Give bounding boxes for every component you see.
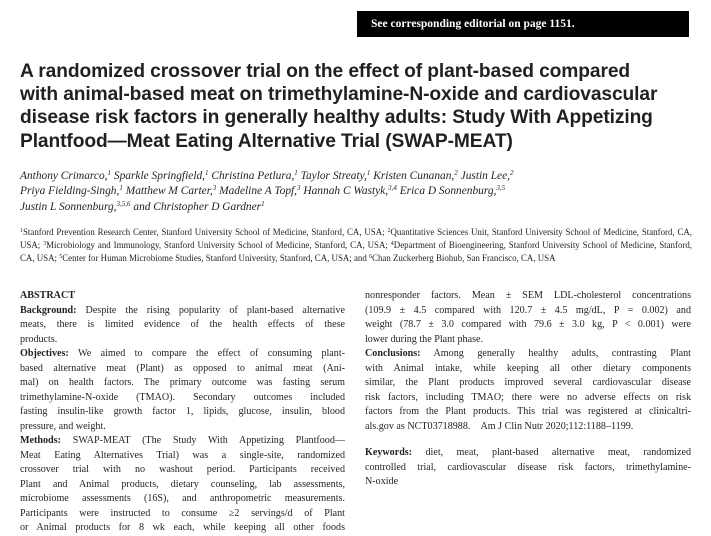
editorial-banner[interactable]: See corresponding editorial on page 1151.: [357, 11, 689, 37]
methods-label: Methods:: [20, 435, 61, 446]
author-name: Hannah C Wastyk,: [303, 185, 389, 198]
affiliation-text: Department of Bioengineering, Stanford University School of Medicine, Stanford, CA, USA;: [20, 240, 692, 264]
title-line: disease risk factors in generally healthy adults: Study With Appetizing: [20, 107, 653, 129]
objectives-text: We aimed to compare the effect of consuming plant-: [78, 348, 345, 359]
background-text: Despite the rising popularity of plant-based alternative: [85, 304, 345, 316]
keywords-label: Keywords:: [365, 447, 413, 458]
abstract-line: lower during the Plant phase.: [365, 333, 484, 345]
author-affiliation-mark: 1: [366, 169, 371, 177]
affiliation-mark: 4: [390, 241, 394, 248]
abstract-line: microbiome assessments (16S), and anthropometric measurements.: [20, 493, 345, 504]
author-name: Taylor Streaty,: [300, 170, 367, 182]
affiliation-mark: 2: [387, 228, 391, 234]
abstract-line: crossover trial with no washout period. Participants received: [20, 464, 345, 475]
author-name: Justin L Sonnenburg,: [20, 200, 117, 213]
author-name: and Christopher D Gardner: [133, 200, 262, 213]
affiliation-text: Stanford Prevention Research Center, Stanford University School of Medicine, Stanford, CA, USA;: [23, 227, 388, 237]
abstract-line: [365, 347, 691, 362]
title-line: with animal-based meat on trimethylamine-N-oxide and cardiovascular: [20, 84, 658, 106]
article-title: [20, 60, 700, 153]
abstract-line: factors from the Plant products. This trial was registered at clinicaltri-: [365, 406, 691, 417]
abstract-line: controlled trial, cardiovascular disease risk factors, trimethylamine-: [365, 461, 691, 473]
abstract-line: [20, 434, 345, 449]
abstract-line: trimethylamine-N-oxide (TMAO). Secondary outcomes included: [20, 391, 345, 403]
title-line: Plantfood—Meat Eating Alternative Trial (SWAP-MEAT): [20, 130, 513, 152]
author-affiliation-mark: 3,5: [496, 184, 506, 193]
abstract-line: mal) on health factors. The primary outcome was fasting serum: [20, 377, 345, 388]
abstract-line: (109.9 ± 4.5 compared with 120.7 ± 4.5 mg/dL, P = 0.002) and: [365, 304, 691, 316]
conclusions-label: Conclusions:: [365, 348, 421, 359]
title-line: A randomized crossover trial on the effect of plant-based compared: [20, 61, 631, 82]
abstract-line: Participants were instructed to consume ≥2 servings/d of Plant: [20, 507, 345, 519]
background-label: Background:: [20, 304, 77, 316]
abstract-line: [20, 304, 345, 319]
author-affiliation-mark: 1: [107, 169, 112, 177]
abstract-line: [365, 446, 691, 461]
abstract-line: risk factors, including TMAO; there were no adverse effects on risk: [365, 391, 691, 403]
abstract-line: with Animal intake, while keeping all other dietary components: [365, 362, 691, 374]
affiliations: [20, 226, 692, 265]
abstract-line: [20, 347, 345, 362]
author-affiliation-mark: 3,4: [388, 184, 397, 193]
author-name: Matthew M Carter,: [125, 185, 213, 198]
author-name: Christina Petlura,: [211, 170, 295, 182]
abstract-left-column: [20, 289, 345, 533]
affiliation-text: Microbiology and Immunology, Stanford University School of Medicine, Stanford, CA, USA;: [46, 240, 391, 251]
affiliation-mark: 3: [43, 241, 47, 248]
methods-text: SWAP-MEAT (The Study With Appetizing Plantfood—: [72, 435, 345, 446]
abstract-line: or Animal products for 8 wk each, while keeping all other foods: [20, 522, 345, 533]
abstract-line: fasting insulin-like growth factor 1, lipids, glucose, insulin, blood: [20, 406, 345, 417]
abstract-line: products.: [20, 333, 58, 345]
author-list: [20, 169, 690, 215]
abstract-line: based alternative meat (Plant) as opposed to animal meat (Ani-: [20, 362, 345, 374]
affiliation-text: Quantitative Sciences Unit, Stanford University School of Medicine, Stanford, CA, USA;: [20, 227, 693, 251]
author-name: Erica D Sonnenburg,: [399, 185, 497, 198]
author-name: Priya Fielding-Singh,: [20, 185, 120, 198]
affiliation-mark: 5: [59, 254, 63, 261]
abstract-line: Plant and Animal products, dietary counseling, lab assessments,: [20, 478, 345, 490]
abstract-line: Meat Eating Alternatives Trial) was a single-site, randomized: [20, 449, 345, 461]
objectives-label: Objectives:: [20, 348, 69, 359]
author-affiliation-mark: 3: [297, 184, 301, 193]
abstract-line: weight (78.7 ± 3.0 compared with 79.6 ± 3.0 kg, P < 0.001) were: [365, 319, 691, 330]
keywords-text: diet, meat, plant-based alternative meat, randomized: [425, 447, 691, 458]
author-name: Justin Lee,: [460, 170, 510, 182]
author-affiliation-mark: 3: [212, 184, 217, 193]
author-name: Madeline A Topf,: [219, 185, 298, 198]
author-affiliation-mark: 2: [454, 169, 458, 177]
abstract-line: als.gov as NCT03718988. Am J Clin Nutr 2020;112:1188–1199.: [365, 420, 634, 432]
abstract-line: pressure, and weight.: [20, 420, 106, 432]
author-name: Kristen Cunanan,: [373, 170, 455, 182]
section-gap: [365, 434, 691, 446]
abstract-right-column: [365, 289, 691, 490]
author-affiliation-mark: 1: [294, 169, 298, 177]
author-affiliation-mark: 1: [119, 184, 123, 193]
abstract-line: meats, there is limited evidence of the health effects of these: [20, 319, 345, 330]
author-name: Anthony Crimarco,: [20, 170, 108, 182]
author-affiliation-mark: 3,5,6: [116, 199, 131, 208]
affiliation-text: Center for Human Microbiome Studies, Stanford University, Stanford, CA, USA; and: [62, 253, 370, 264]
author-affiliation-mark: 2: [510, 169, 514, 177]
affiliation-mark: 6: [369, 254, 373, 261]
author-affiliation-mark: 1: [205, 169, 209, 177]
author-name: Sparkle Springfield,: [113, 170, 206, 182]
affiliation-text: Chan Zuckerberg Biohub, San Francisco, CA, USA: [372, 253, 556, 264]
affiliation-mark: 1: [20, 228, 23, 234]
abstract-line: N-oxide: [365, 476, 399, 487]
author-affiliation-mark: 1: [261, 199, 265, 208]
abstract-heading: ABSTRACT: [20, 290, 75, 301]
abstract-line: nonresponder factors. Mean ± SEM LDL-cholesterol concentrations: [365, 290, 691, 301]
abstract-line: similar, the Plant products improved several cardiovascular disease: [365, 377, 691, 388]
conclusions-text: Among generally healthy adults, contrasting Plant: [433, 348, 691, 359]
